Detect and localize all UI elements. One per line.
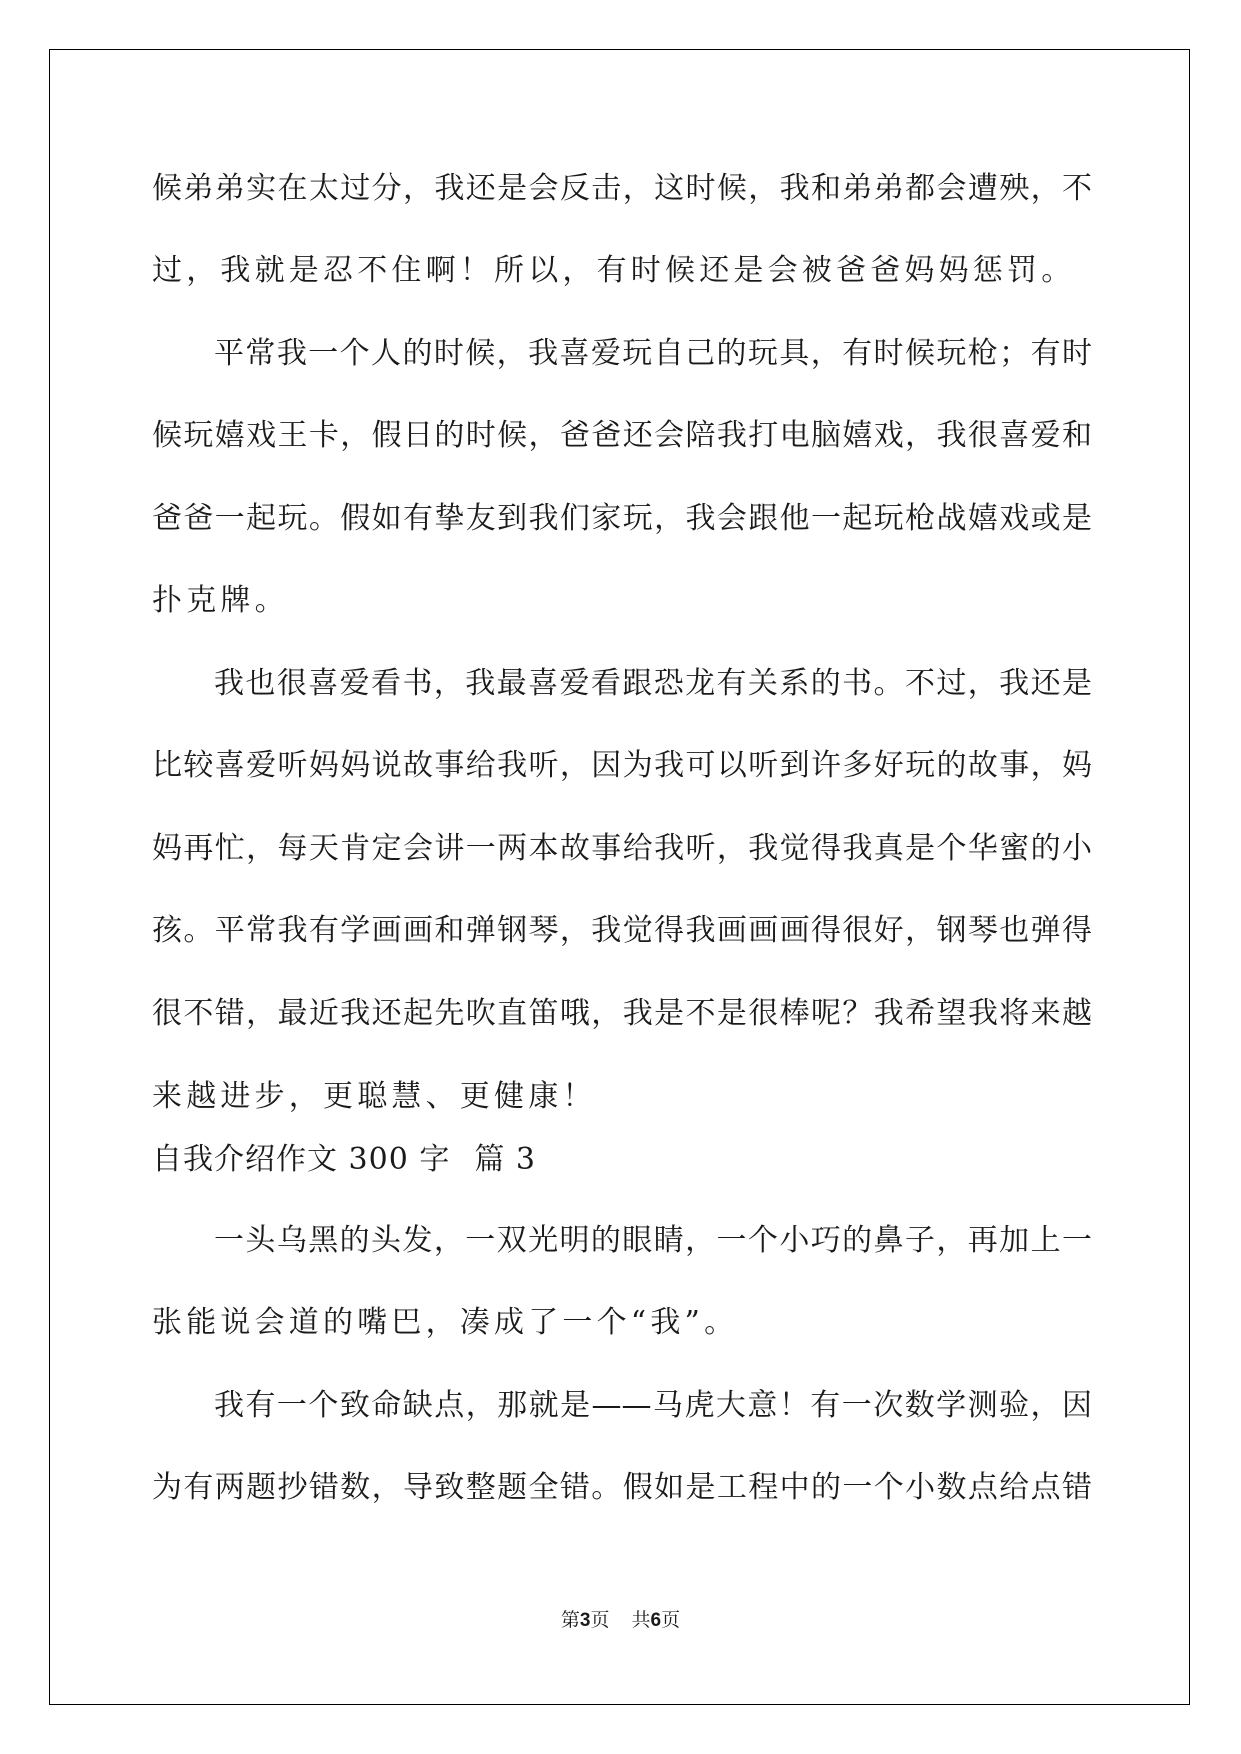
total-suffix: 页 bbox=[661, 1609, 681, 1631]
page-border bbox=[49, 49, 1190, 1705]
text-line: 很不错，最近我还起先吹直笛哦，我是不是很棒呢？我希望我将来越 bbox=[152, 996, 1092, 1031]
paragraph-first-line: 平常我一个人的时候，我喜爱玩自己的玩具，有时候玩枪；有时 bbox=[214, 336, 1092, 371]
page-footer bbox=[0, 1608, 1241, 1633]
text-line: 爸爸一起玩。假如有挚友到我们家玩，我会跟他一起玩枪战嬉戏或是 bbox=[152, 501, 1092, 536]
text-line: 妈再忙，每天肯定会讲一两本故事给我听，我觉得我真是个华蜜的小 bbox=[152, 831, 1092, 866]
text-line: 张能说会道的嘴巴，凑成了一个“我”。 bbox=[152, 1305, 739, 1340]
text-line: 候弟弟实在太过分，我还是会反击，这时候，我和弟弟都会遭殃，不 bbox=[152, 171, 1092, 206]
text-line: 候玩嬉戏王卡，假日的时候，爸爸还会陪我打电脑嬉戏，我很喜爱和 bbox=[152, 418, 1092, 453]
section-heading-part: 篇 3 bbox=[474, 1142, 536, 1177]
total-pages: 6 bbox=[650, 1610, 662, 1631]
paragraph-first-line: 我有一个致命缺点，那就是——马虎大意！有一次数学测验，因 bbox=[214, 1388, 1092, 1423]
section-heading-title: 自我介绍作文 300 字 bbox=[152, 1142, 451, 1177]
paragraph-first-line: 我也很喜爱看书，我最喜爱看跟恐龙有关系的书。不过，我还是 bbox=[214, 666, 1092, 701]
page-prefix: 第 bbox=[560, 1609, 580, 1631]
paragraph-first-line: 一头乌黑的头发，一双光明的眼睛，一个小巧的鼻子，再加上一 bbox=[214, 1223, 1092, 1258]
text-line: 扑克牌。 bbox=[152, 583, 289, 618]
text-line: 过，我就是忍不住啊！所以，有时候还是会被爸爸妈妈惩罚。 bbox=[152, 253, 1076, 288]
page-number: 3 bbox=[579, 1610, 591, 1631]
page-suffix: 页 bbox=[590, 1609, 610, 1631]
text-line: 比较喜爱听妈妈说故事给我听，因为我可以听到许多好玩的故事，妈 bbox=[152, 748, 1092, 783]
text-line: 孩。平常我有学画画和弹钢琴，我觉得我画画画得很好，钢琴也弹得 bbox=[152, 913, 1092, 948]
text-line: 来越进步，更聪慧、更健康！ bbox=[152, 1079, 597, 1114]
section-heading bbox=[152, 1140, 536, 1180]
total-prefix: 共 bbox=[631, 1609, 651, 1631]
text-line: 为有两题抄错数，导致整题全错。假如是工程中的一个小数点给点错 bbox=[152, 1470, 1092, 1505]
